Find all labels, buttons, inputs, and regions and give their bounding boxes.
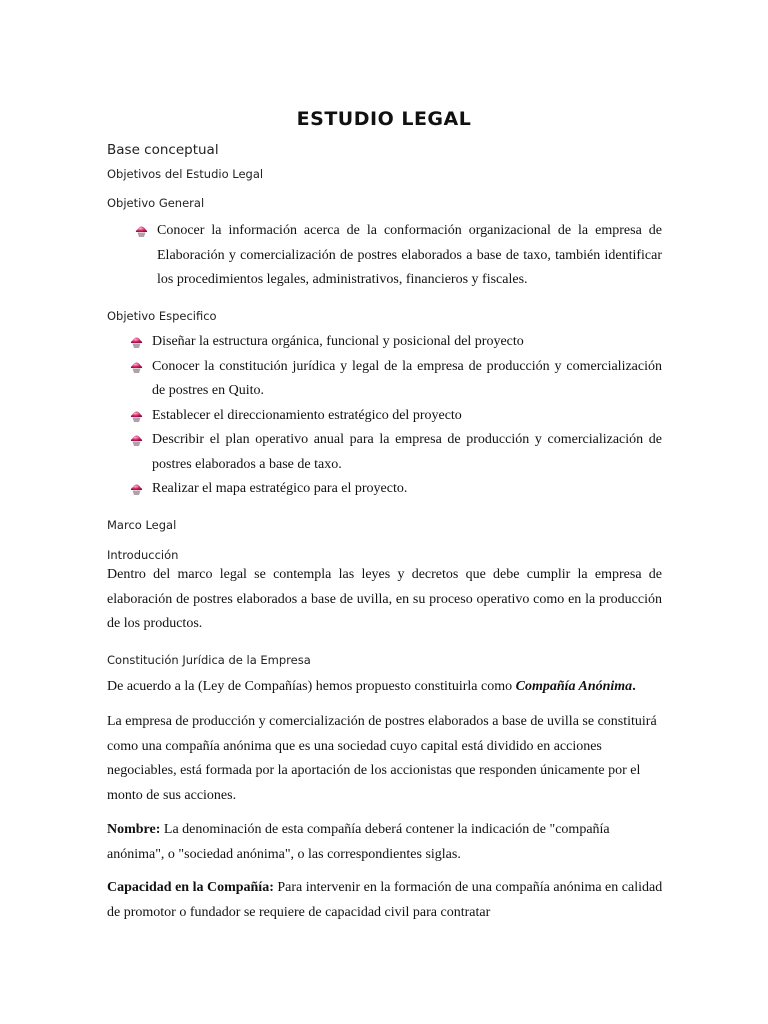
heading-objetivo-especifico: Objetivo Especifico (107, 309, 217, 323)
constitucion-paragraph-1: De acuerdo a la (Ley de Compañías) hemos propuesto constituirla como Compañía Anónima. (107, 679, 636, 694)
compania-anonima-emphasis: Compañía Anónima (515, 679, 633, 694)
list-item: Establecer el direccionamiento estratégico del proyecto (130, 404, 662, 429)
heading-marco-legal: Marco Legal (107, 518, 177, 532)
heading-base-conceptual: Base conceptual (107, 142, 219, 158)
heading-objetivos: Objetivos del Estudio Legal (107, 167, 264, 181)
list-item: Diseñar la estructura orgánica, funcional y posicional del proyecto (130, 330, 662, 355)
introduccion-paragraph: Dentro del marco legal se contempla las leyes y decretos que debe cumplir la empresa de elaboración de postres elaborados a base de uvilla, en su proceso operativo como en la producción de los productos. (107, 567, 662, 631)
nombre-paragraph: Nombre: La denominación de esta compañía deberá contener la indicación de "compañía anónima", o "sociedad anónima", o las correspondientes siglas. (107, 822, 610, 862)
capacidad-paragraph: Capacidad en la Compañía: Para intervenir en la formación de una compañía anónima en calidad de promotor o fundador se requiere de capacidad civil para contratar (107, 880, 663, 920)
list-item: Conocer la información acerca de la conformación organizacional de la empresa de Elaboración y comercialización de postres elaborados a base de taxo, también identificar los procedimientos legales, administrativos, financieros y fiscales. (135, 219, 662, 293)
bullet-icon (130, 409, 143, 423)
capacidad-label: Capacidad en la Compañía: (107, 880, 274, 895)
bullet-icon (130, 335, 143, 349)
heading-constitucion: Constitución Jurídica de la Empresa (107, 653, 311, 667)
bullet-icon (130, 433, 143, 447)
bullet-icon (135, 224, 148, 238)
list-item: Realizar el mapa estratégico para el proyecto. (130, 477, 662, 502)
list-item: Conocer la constitución jurídica y legal de la empresa de producción y comercialización de postres en Quito. (130, 355, 662, 404)
objetivo-especifico-list (130, 330, 662, 502)
bullet-icon (130, 360, 143, 374)
constitucion-paragraph-2: La empresa de producción y comercialización de postres elaborados a base de uvilla se constituirá como una compañía anónima que es una sociedad cuyo capital está dividido en acciones negociables, está formada por la aportación de los accionistas que responden únicamente por el monto de sus acciones. (107, 714, 657, 803)
bullet-icon (130, 482, 143, 496)
heading-introduccion: Introducción (107, 548, 179, 562)
objetivo-general-list (135, 219, 662, 293)
heading-objetivo-general: Objetivo General (107, 196, 205, 210)
document-title: ESTUDIO LEGAL (296, 108, 472, 130)
nombre-label: Nombre: (107, 822, 161, 837)
list-item: Describir el plan operativo anual para la empresa de producción y comercialización de postres elaborados a base de taxo. (130, 428, 662, 477)
